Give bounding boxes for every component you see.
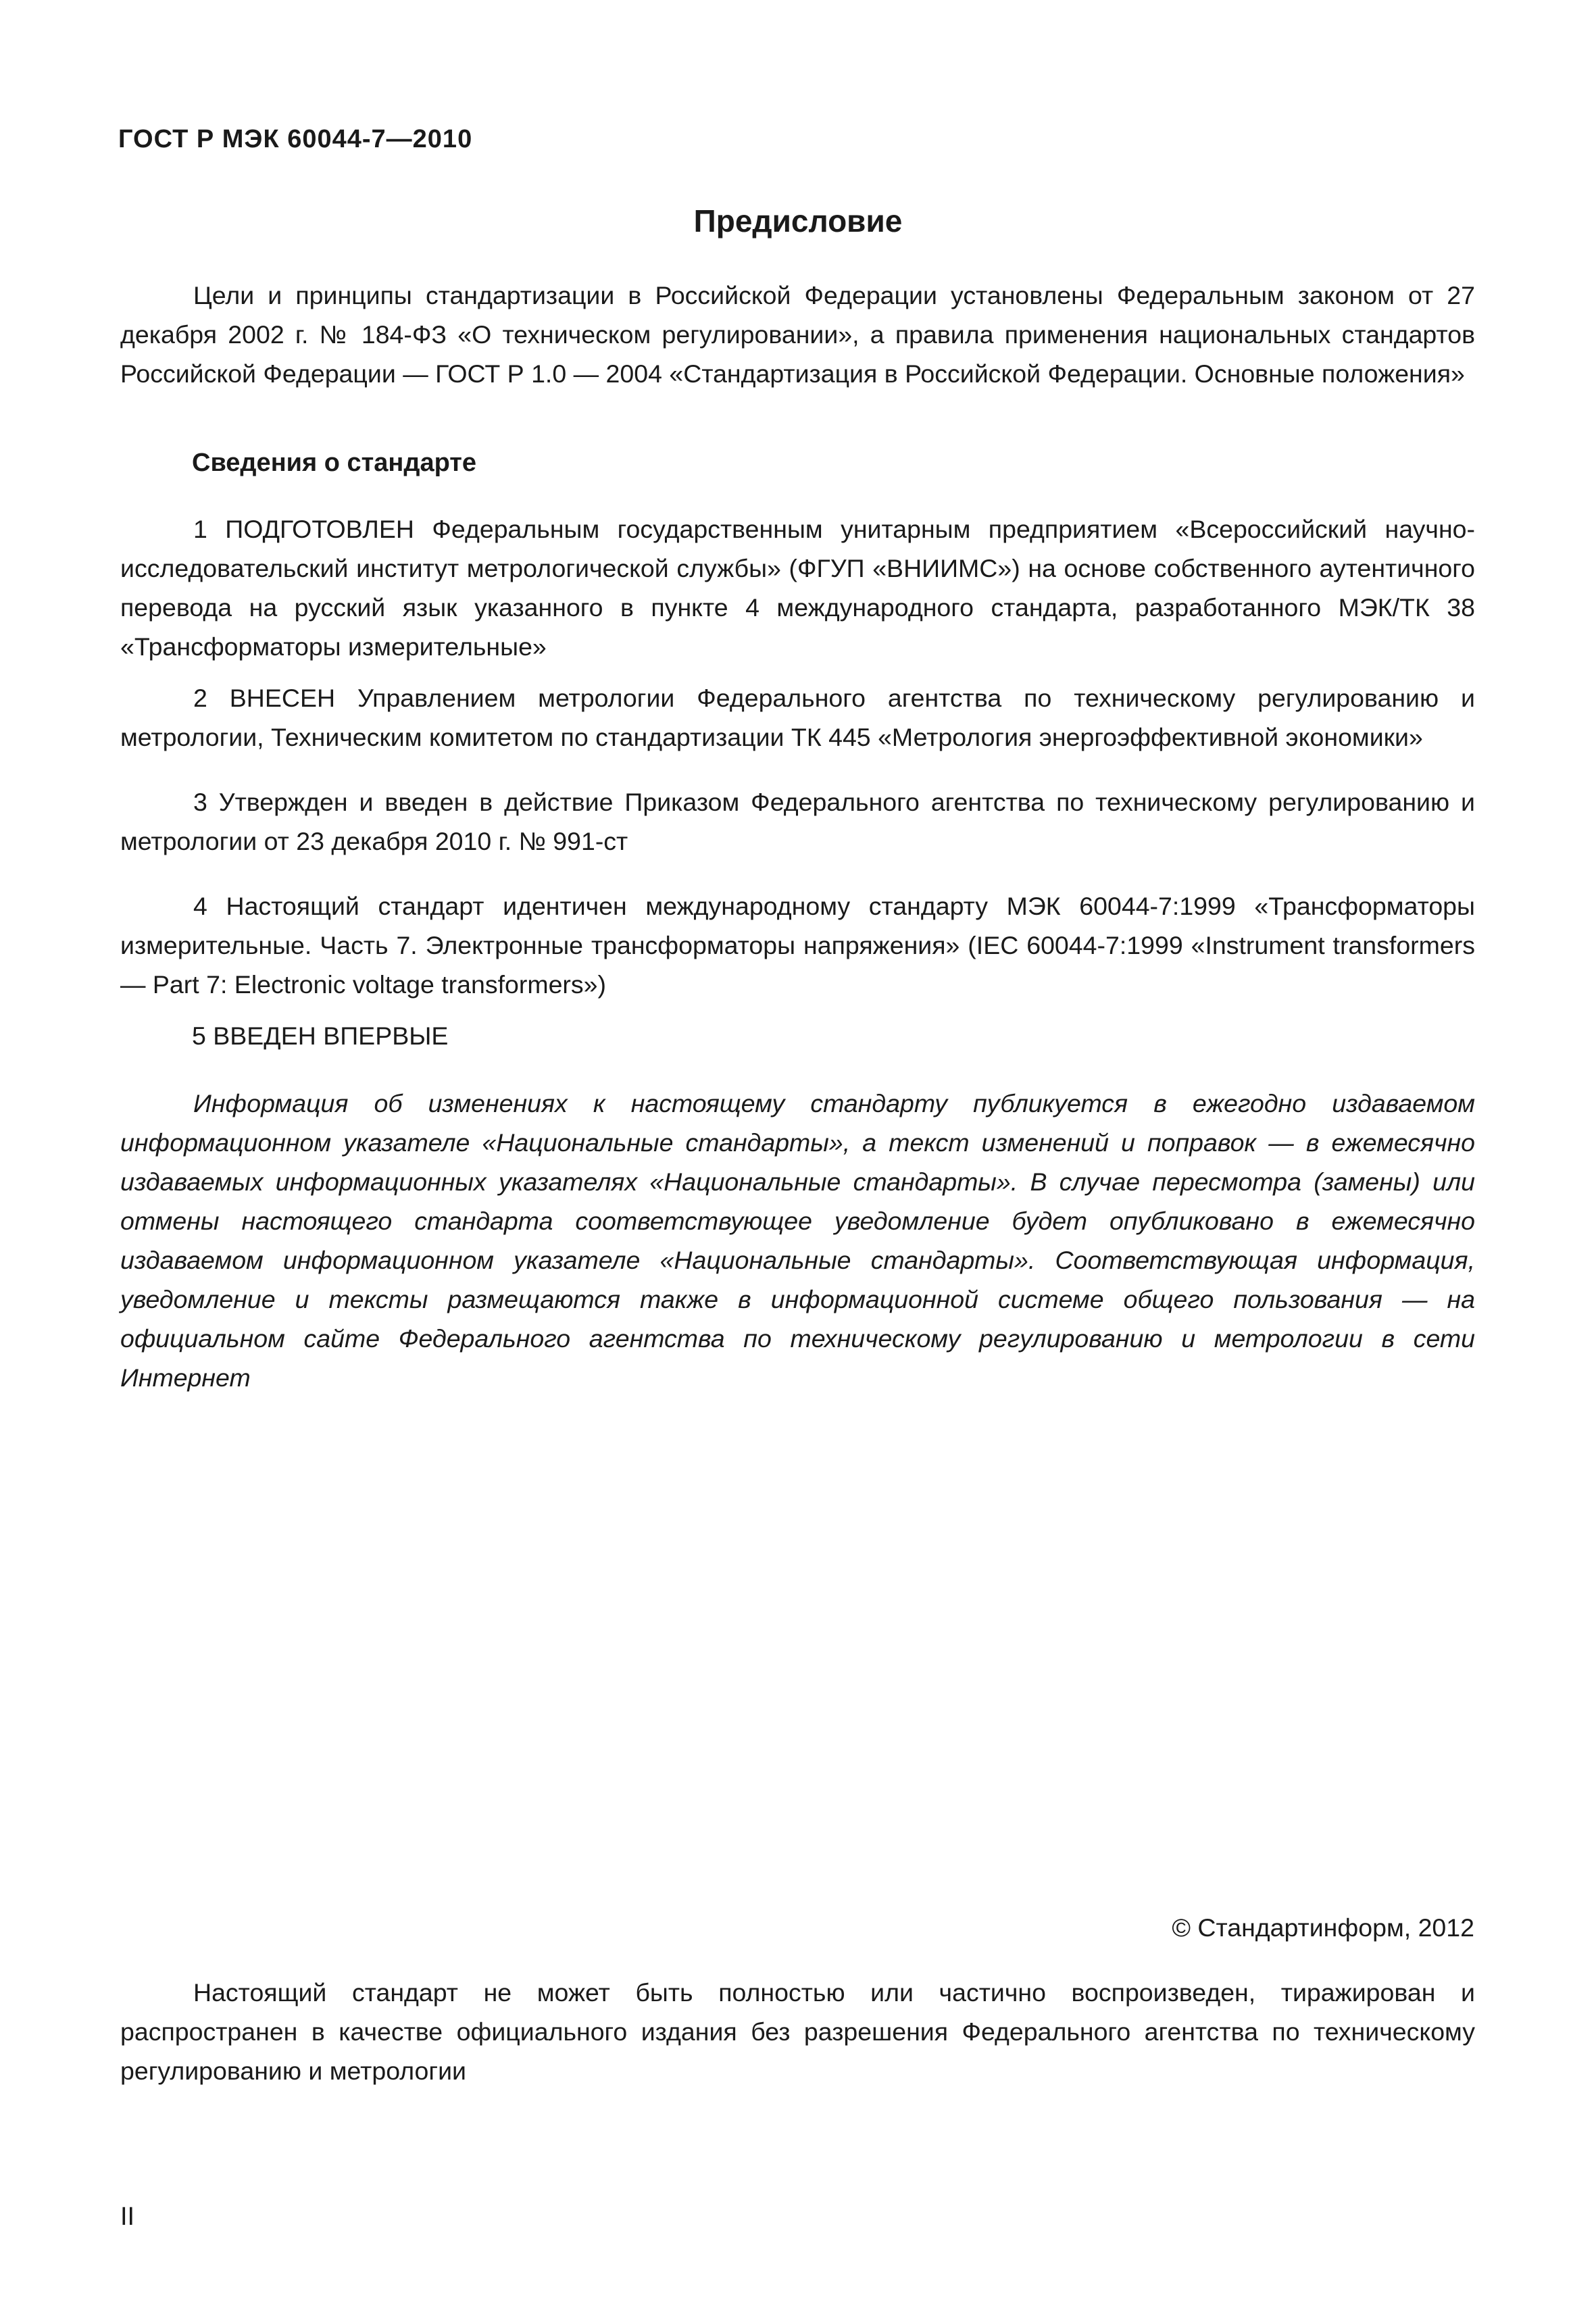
item-3-approved: 3 Утвержден и введен в действие Приказом Федерального агентства по техническому регулированию и метрологии от 23 декабря 2010 г. № 991-ст: [120, 788, 1475, 855]
item-2-submitted: 2 ВНЕСЕН Управлением метрологии Федерального агентства по техническому регулированию и метрологии, Техническим комитетом по стандартизации ТК 445 «Метрология энергоэффективной экономики»: [120, 684, 1475, 751]
document-code-header: ГОСТ Р МЭК 60044-7—2010: [118, 125, 473, 153]
item-4-identical: 4 Настоящий стандарт идентичен международному стандарту МЭК 60044-7:1999 «Трансформаторы измерительные. Часть 7. Электронные трансформаторы напряжения» (IEC 60044-7:1999 «Instrument transformers — Part 7: Electronic voltage transformers»): [120, 892, 1475, 999]
intro-paragraph: Цели и принципы стандартизации в Российской Федерации установлены Федеральным законом от 27 декабря 2002 г. № 184-ФЗ «О техническом регулировании», а правила применения национальных стандартов Российской Федерации — ГОСТ Р 1.0 — 2004 «Стандартизация в Российской Федерации. Основные положения»: [120, 281, 1475, 388]
item-1-prepared: 1 ПОДГОТОВЛЕН Федеральным государственным унитарным предприятием «Всероссийский научно-исследовательский институт метрологической службы» (ФГУП «ВНИИМС») на основе собственного аутентичного перевода на русский язык указанного в пункте 4 международного стандарта, разработанного МЭК/ТК 38 «Трансформаторы измерительные»: [120, 515, 1475, 661]
change-notice-paragraph: Информация об изменениях к настоящему стандарту публикуется в ежегодно издаваемом информационном указателе «Национальные стандарты», а текст изменений и поправок — в ежемесячно издаваемых информационных указателях «Национальные стандарты». В случае пересмотра (замены) или отмены настоящего стандарта соответствующее уведомление будет опубликовано в ежемесячно издаваемом информационном указателе «Национальные стандарты». Соответствующая информация, уведомление и тексты размещаются также в информационной системе общего пользования — на официальном сайте Федерального агентства по техническому регулированию и метрологии в сети Интернет: [120, 1089, 1475, 1392]
item-5-introduced: 5 ВВЕДЕН ВПЕРВЫЕ: [192, 1022, 449, 1050]
info-heading: Сведения о стандарте: [192, 449, 477, 477]
copyright-line: © Стандартинформ, 2012: [1172, 1913, 1474, 1942]
reproduction-notice: Настоящий стандарт не может быть полностью или частично воспроизведен, тиражирован и распространен в качестве официального издания без разрешения Федерального агентства по техническому регулированию и метрологии: [120, 1978, 1475, 2085]
page-number: II: [120, 2203, 135, 2231]
page-title: Предисловие: [693, 203, 903, 238]
